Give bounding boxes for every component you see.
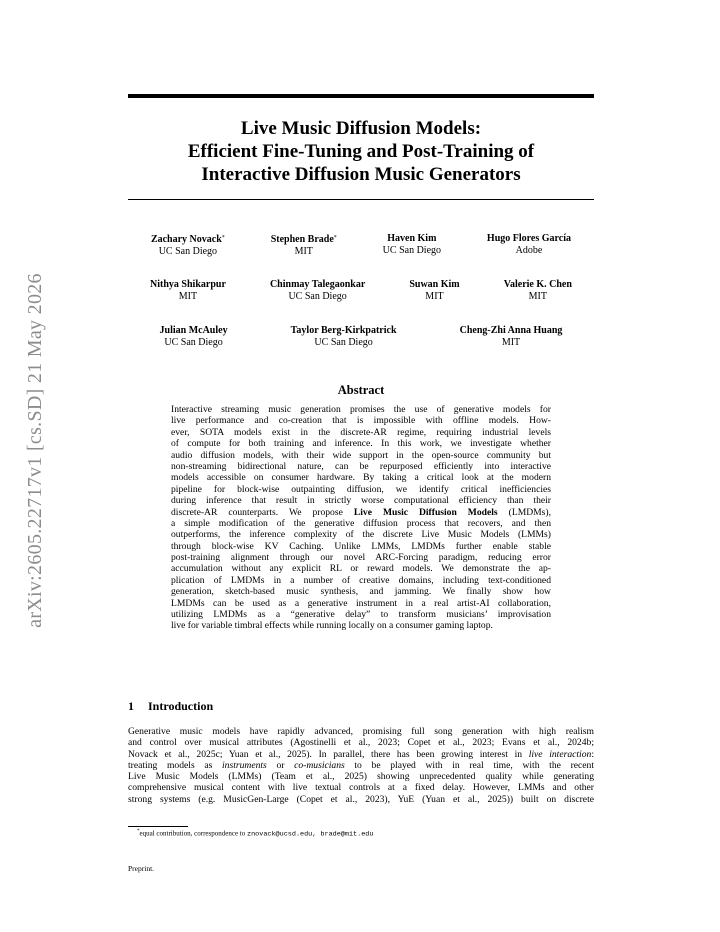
paper-title bbox=[128, 117, 594, 186]
author-block bbox=[504, 279, 572, 302]
footnote-rule bbox=[128, 826, 188, 827]
arxiv-sidebar-stamp bbox=[12, 240, 58, 660]
intro-line: comprehensive musical content with live textual controls at a fixed delay. However, LMMs and other bbox=[128, 782, 594, 794]
author-name: Zachary Novack bbox=[150, 234, 222, 245]
title-line-1: Live Music Diffusion Models: bbox=[240, 118, 482, 139]
author-name: Valerie K. Chen bbox=[503, 279, 572, 290]
preprint-label: Preprint. bbox=[128, 864, 155, 873]
author-block bbox=[151, 233, 225, 257]
abstract-line: during inference that result in strictly worse computational efficiency than their bbox=[171, 495, 551, 507]
abstract-line: outperforms, the inference complexity of the discrete Live Music Models (LMMs) bbox=[171, 529, 551, 541]
intro-text: or bbox=[266, 759, 295, 771]
section-title: Introduction bbox=[148, 699, 214, 713]
intro-line: Live Music Models (LMMs) (Team et al., 2025) showing unprecedented quality while generating bbox=[128, 771, 594, 783]
title-top-rule bbox=[128, 94, 594, 98]
author-name: Nithya Shikarpur bbox=[150, 279, 226, 290]
intro-italic: co-musicians bbox=[294, 759, 345, 771]
abstract-line: LMDMs can be used as a generative instrument in a real artist-AI collaboration, bbox=[171, 597, 551, 609]
intro-line bbox=[128, 760, 594, 771]
author-affiliation: MIT bbox=[178, 290, 198, 302]
author-affiliation: Adobe bbox=[515, 244, 543, 256]
author-row-2 bbox=[128, 279, 594, 302]
abstract-line: Interactive streaming music generation promises the use of generative models for bbox=[171, 404, 551, 415]
author-block bbox=[409, 279, 459, 302]
footnote-emails: znovack@ucsd.edu, brade@mit.edu bbox=[247, 830, 374, 839]
section-heading-introduction bbox=[128, 699, 213, 714]
author-name: Stephen Brade bbox=[270, 234, 334, 245]
equal-contribution-mark: * bbox=[333, 235, 337, 241]
title-bottom-rule bbox=[128, 199, 594, 200]
abstract-line bbox=[171, 507, 551, 518]
author-name: Julian McAuley bbox=[159, 325, 228, 336]
intro-line bbox=[128, 749, 594, 760]
abstract-line: pipeline for block-wise outpainting diffusion, we identify critical inefficiencies bbox=[171, 483, 551, 495]
abstract-body bbox=[171, 404, 551, 632]
author-block bbox=[383, 233, 441, 257]
abstract-line: live for variable timbral effects while running locally on a consumer gaming laptop. bbox=[171, 620, 493, 632]
author-affiliation: MIT bbox=[425, 290, 444, 302]
abstract-line: audio diffusion models, with their wide support in the open-source community but bbox=[171, 449, 551, 461]
abstract-line: post-training alignment through our novel ARC-Forcing paradigm, reducing error bbox=[171, 552, 551, 564]
author-affiliation: UC San Diego bbox=[382, 244, 442, 256]
author-name: Taylor Berg-Kirkpatrick bbox=[290, 325, 397, 336]
abstract-heading: Abstract bbox=[337, 383, 385, 397]
author-block bbox=[160, 325, 228, 348]
author-row-3 bbox=[128, 325, 594, 348]
abstract-line: live performance and co-creation that is impossible with offline models. How- bbox=[171, 415, 551, 427]
introduction-body bbox=[128, 726, 594, 805]
section-number: 1 bbox=[128, 699, 134, 713]
author-affiliation: UC San Diego bbox=[288, 290, 347, 302]
footnote-text: equal contribution, correspondence to bbox=[139, 829, 247, 838]
intro-text: Novack et al., 2025c; Yuan et al., 2025). In parallel, there has been growing interest in bbox=[128, 748, 529, 760]
equal-contribution-mark: * bbox=[221, 235, 225, 241]
abstract-line: accumulation without any explicit RL or reward models. We demonstrate the ap- bbox=[171, 563, 551, 575]
title-line-3: Interactive Diffusion Music Generators bbox=[201, 164, 521, 185]
intro-line: Generative music models have rapidly advanced, promising full song generation with high realism bbox=[128, 726, 594, 737]
author-name: Suwan Kim bbox=[409, 279, 460, 290]
model-name-bold: Live Music Diffusion Models bbox=[353, 506, 498, 518]
author-row-1 bbox=[128, 233, 594, 257]
abstract-line: generation, sketch-based music synthesis, and jamming. We finally show how bbox=[171, 586, 551, 598]
intro-text: to be played with in real time, with the recent bbox=[344, 759, 594, 771]
author-name: Chinmay Talegaonkar bbox=[269, 279, 366, 290]
author-block bbox=[150, 279, 226, 302]
abstract-line-text: discrete-AR counterparts. We propose bbox=[171, 506, 343, 518]
author-block bbox=[271, 233, 337, 257]
intro-italic: live interaction bbox=[528, 748, 592, 760]
footnote bbox=[137, 829, 373, 838]
author-affiliation: MIT bbox=[294, 245, 313, 257]
intro-text: : bbox=[591, 748, 594, 760]
author-affiliation: MIT bbox=[501, 336, 521, 348]
abstract-line: through block-wise KV Caching. Unlike LMMs, LMDMs further enable stable bbox=[171, 540, 551, 552]
author-name: Hugo Flores García bbox=[486, 233, 571, 244]
author-block bbox=[270, 279, 365, 302]
intro-italic: instruments bbox=[222, 759, 267, 771]
author-affiliation: UC San Diego bbox=[164, 336, 223, 348]
abstract-line: of compute for both training and inference. In this work, we investigate whether bbox=[171, 438, 551, 450]
intro-line: and control over musical attributes (Agostinelli et al., 2023; Copet et al., 2023; Evans et al., 2024b; bbox=[128, 737, 594, 749]
title-line-2: Efficient Fine-Tuning and Post-Training of bbox=[187, 141, 535, 162]
author-affiliation: UC San Diego bbox=[314, 336, 373, 348]
author-name: Cheng-Zhi Anna Huang bbox=[459, 325, 563, 336]
intro-line: strong systems (e.g. MusicGen-Large (Copet et al., 2023), YuE (Yuan et al., 2025)) built on discrete bbox=[128, 793, 594, 805]
abstract-line: ever, SOTA models exist in the discrete-AR regime, requiring industrial levels bbox=[171, 426, 551, 438]
arxiv-identifier: arXiv:2605.22717v1 [cs.SD] 21 May 2026 bbox=[23, 272, 46, 628]
footnote-mark: * bbox=[137, 829, 140, 834]
author-block bbox=[460, 325, 563, 348]
author-block bbox=[487, 233, 571, 257]
abstract-line: models accessible on consumer hardware. By taking a critical look at the modern bbox=[171, 472, 551, 484]
author-affiliation: UC San Diego bbox=[158, 245, 218, 257]
abstract-line: non-streaming bidirectional nature, can be repurposed efficiently into interactive bbox=[171, 460, 551, 472]
author-affiliation: MIT bbox=[528, 290, 547, 302]
abstract-line: utilizing LMDMs as a “generative delay” to transform musicians’ improvisation bbox=[171, 609, 551, 621]
author-block bbox=[291, 325, 397, 348]
author-name: Haven Kim bbox=[387, 233, 437, 244]
abstract-line: plication of LMDMs in a number of creative domains, including text-conditioned bbox=[171, 574, 551, 586]
abstract-line-tail: (LMDMs), bbox=[497, 506, 551, 518]
intro-text: treating models as bbox=[128, 759, 222, 771]
abstract-line: a simple modification of the generative diffusion process that recovers, and then bbox=[171, 517, 551, 529]
